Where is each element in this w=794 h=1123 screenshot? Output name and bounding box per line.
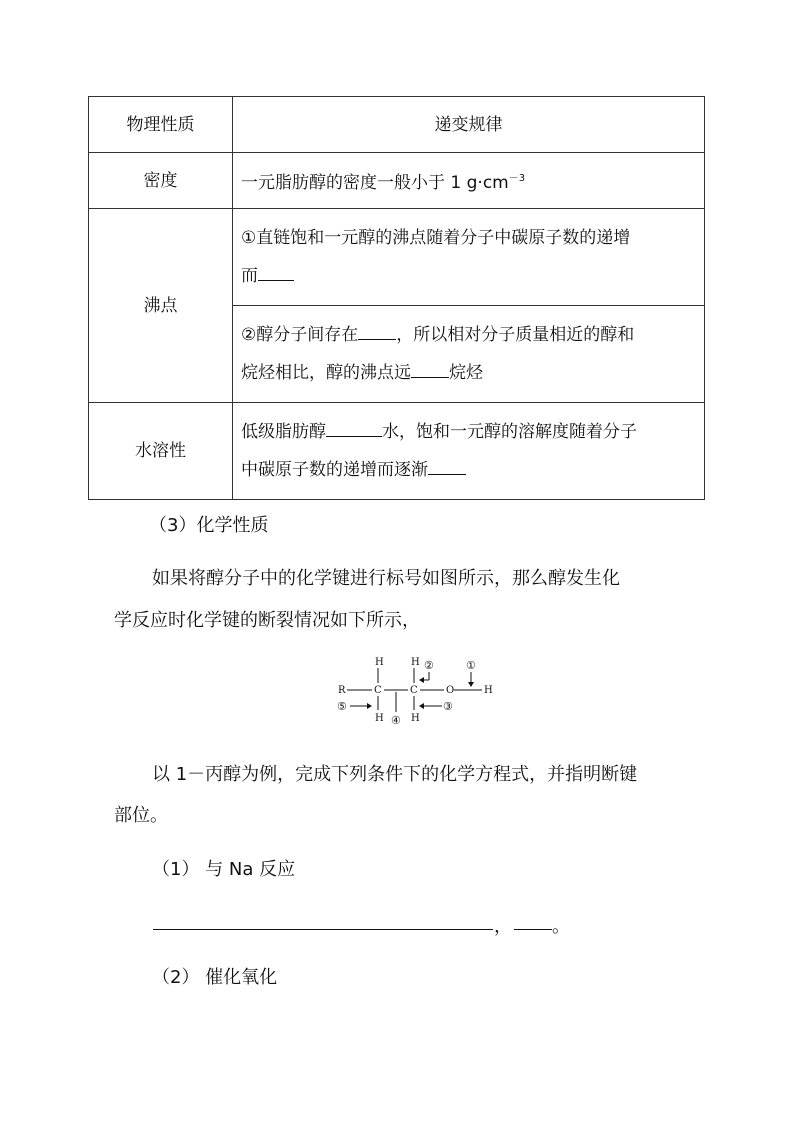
density-exponent: －3	[508, 172, 526, 184]
paragraph-2-line-1: 以 1－丙醇为例，完成下列条件下的化学方程式，并指明断键	[152, 764, 638, 785]
solubility-line1	[241, 413, 696, 451]
section-heading: （3）化学性质	[149, 515, 269, 536]
carbon-2: C	[410, 685, 418, 696]
bond-position-answer-line[interactable]	[514, 929, 552, 930]
boiling-row1-text: 而	[241, 266, 258, 286]
paragraph-1-line-1: 如果将醇分子中的化学键进行标号如图所示，那么醇发生化	[152, 568, 620, 589]
bond-label-2: ②	[424, 659, 434, 672]
answer-blank[interactable]	[428, 460, 466, 475]
hydrogen-hydroxyl: H	[484, 685, 493, 696]
r-group: R	[338, 685, 346, 696]
hydrogen: H	[411, 657, 420, 668]
arrow-head	[468, 682, 474, 687]
arrow-head	[419, 677, 424, 683]
header-trend: 递变规律	[233, 97, 705, 153]
carbon-1: C	[374, 685, 382, 696]
bond-label-1: ①	[466, 659, 476, 672]
boiling-label: 沸点	[89, 209, 233, 403]
equation-answer-line[interactable]	[153, 929, 493, 930]
bond-label-4: ④	[391, 714, 401, 727]
boiling-row2-text-b: ，所以相对分子质量相近的醇和	[396, 325, 635, 345]
period: 。	[552, 916, 570, 937]
solubility-text-b: 水，饱和一元醇的溶解度随着分子	[382, 422, 637, 442]
oxygen: O	[446, 685, 455, 696]
question-2: （2） 催化氧化	[152, 967, 278, 988]
density-label: 密度	[89, 153, 233, 209]
hydrogen: H	[411, 713, 420, 724]
hydrogen: H	[375, 713, 384, 724]
density-cell	[233, 153, 705, 209]
solubility-text-c: 中碳原子数的递增而逐渐	[241, 460, 428, 480]
solubility-line2	[241, 451, 696, 489]
properties-table	[88, 96, 705, 500]
boiling-cell-2	[233, 306, 705, 403]
solubility-cell	[233, 403, 705, 500]
answer-blank[interactable]	[258, 266, 294, 281]
alcohol-bond-diagram	[330, 652, 510, 732]
comma: ，	[494, 916, 512, 937]
boiling-row1-line2	[241, 257, 696, 295]
boiling-row-1	[89, 209, 705, 306]
header-physical-property: 物理性质	[89, 97, 233, 153]
hydrogen: H	[375, 657, 384, 668]
paragraph-2-line-2: 部位。	[114, 805, 168, 826]
bond-label-5: ⑤	[337, 700, 347, 713]
arrow-head	[419, 703, 424, 709]
density-text: 一元脂肪醇的密度一般小于 1 g·cm	[241, 172, 509, 193]
solubility-label: 水溶性	[89, 403, 233, 500]
table-header-row	[89, 97, 705, 153]
boiling-row2-line2	[241, 354, 696, 392]
answer-blank[interactable]	[358, 325, 396, 340]
boiling-row2-text-c: 烷烃相比，醇的沸点远	[241, 363, 411, 383]
boiling-row2-text-d: 烷烃	[449, 363, 483, 383]
boiling-row2-text-a: ②醇分子间存在	[241, 325, 359, 345]
solubility-row	[89, 403, 705, 500]
bond-label-3: ③	[443, 700, 453, 713]
density-row	[89, 153, 705, 209]
question-1: （1） 与 Na 反应	[152, 859, 296, 880]
arrow-head	[367, 703, 372, 709]
boiling-row1-line1: ①直链饱和一元醇的沸点随着分子中碳原子数的递增	[241, 228, 631, 248]
answer-blank[interactable]	[326, 422, 382, 437]
paragraph-1-line-2: 学反应时化学键的断裂情况如下所示，	[114, 610, 420, 631]
boiling-row2-line1	[241, 316, 696, 354]
answer-blank[interactable]	[411, 363, 449, 378]
solubility-text-a: 低级脂肪醇	[241, 422, 326, 442]
boiling-cell-1	[233, 209, 705, 306]
